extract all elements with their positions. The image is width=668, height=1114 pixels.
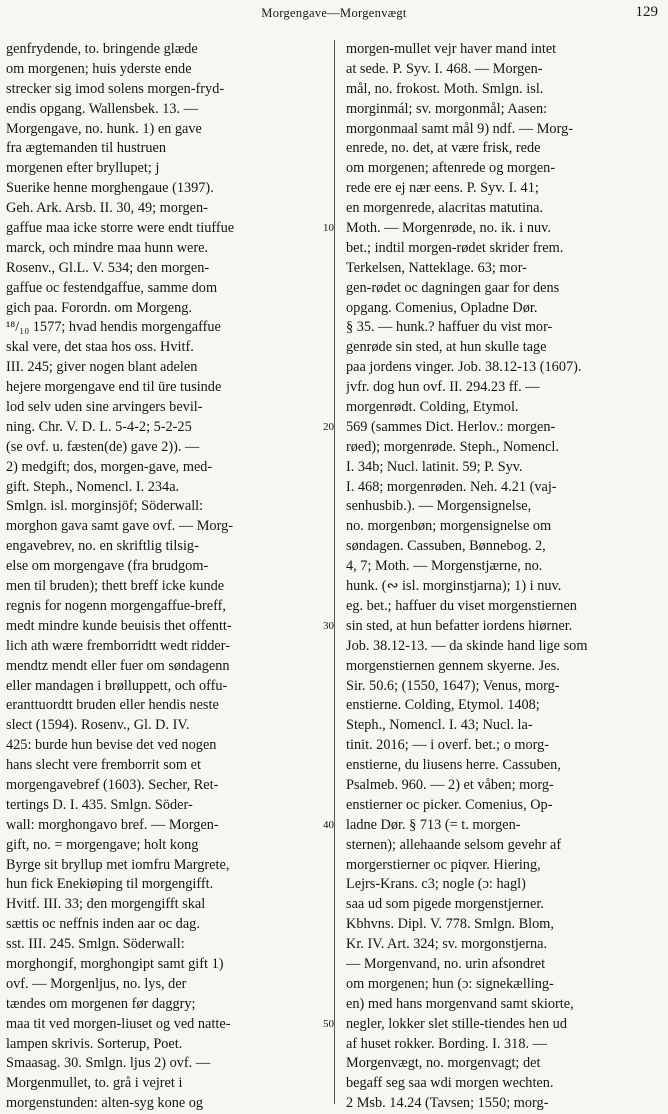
- text-line: Byrge sit bryllup met iomfru Margrete,: [6, 856, 230, 873]
- text-line: III. 245; giver nogen blant adelen: [6, 359, 198, 376]
- text-line: opgang. Comenius, Opladne Dør.: [346, 299, 538, 316]
- text-line: Moth. — Morgenrøde, no. ik. i nuv.: [346, 220, 551, 237]
- text-line: maa tit ved morgen-liuset og ved natte-: [6, 1015, 231, 1032]
- text-line: enstierne, du liusens herre. Cassuben,: [346, 757, 561, 774]
- text-line: Terkelsen, Natteklage. 63; mor-: [346, 259, 527, 276]
- text-line: sættis oc neffnis inden aar oc dag.: [6, 916, 200, 933]
- page-number: 129: [635, 4, 658, 20]
- text-line: morgenen efter bryllupet; j: [6, 160, 160, 177]
- text-line: I. 468; morgenrøden. Neh. 4.21 (vaj-: [346, 478, 557, 495]
- line-marker: 50: [323, 1018, 334, 1031]
- text-line: jvfr. dog hun ovf. II. 294.23 ff. —: [346, 379, 540, 396]
- text-line: Job. 38.12-13. — da skinde hand lige som: [346, 637, 588, 654]
- text-line: morgenrødt. Colding, Etymol.: [346, 399, 519, 416]
- text-line: morgen-mullet vejr haver mand intet: [346, 41, 557, 57]
- text-line: morgonmaal samt mål 9) ndf. — Morg-: [346, 120, 573, 137]
- text-line: strecker sig imod solens morgen-fryd-: [6, 80, 225, 97]
- text-line: hans slecht vere fremborrit som et: [6, 757, 201, 774]
- text-line: Lejrs-Krans. c3; nogle (ɔ: hagl): [346, 876, 526, 893]
- text-line: Smaasag. 30. Smlgn. ljus 2) ovf. —: [6, 1055, 211, 1072]
- text-line: eller mandagen i brølluppett, och offu-: [6, 677, 228, 694]
- text-line: no. morgenbøn; morgensignelse om: [346, 518, 552, 535]
- text-line: marck, och mindre maa hunn were.: [6, 239, 209, 256]
- text-line: enstierner oc picker. Comenius, Op-: [346, 796, 553, 813]
- page-header: [0, 4, 668, 26]
- text-line: Sir. 50.6; (1550, 1647); Venus, morg-: [346, 677, 560, 694]
- text-line: tertings D. I. 435. Smlgn. Söder-: [6, 796, 193, 813]
- text-line: ladne Dør. § 713 (= t. morgen-: [346, 816, 521, 833]
- text-line: Suerike henne morghengaue (1397).: [6, 180, 214, 197]
- text-line: enstierne. Colding, Etymol. 1408;: [346, 697, 540, 714]
- text-line: skal vere, det staa hos oss. Hvitf.: [6, 339, 194, 356]
- text-line: Kr. IV. Art. 324; sv. morgonstjerna.: [346, 936, 548, 953]
- text-line: medt mindre kunde beuisis thet offentt-: [6, 617, 232, 634]
- text-line: sin sted, at hun befatter iordens hiørner.: [346, 617, 573, 634]
- text-line: søndagen. Cassuben, Bønnebog. 2,: [346, 538, 546, 555]
- text-line: morghongif, morghongipt samt gift 1): [6, 955, 224, 972]
- text-line: morgenstunden: alten-syg kone og: [6, 1095, 204, 1112]
- text-line: mendtz mendt eller fuer om søndagenn: [6, 657, 230, 674]
- text-line: gift. Steph., Nomencl. I. 234a.: [6, 478, 180, 495]
- text-line: fra ægtemanden til hustruen: [6, 140, 167, 157]
- text-line: wall: morghongavo bref. — Morgen-: [6, 816, 219, 833]
- running-head: Morgengave—Morgenvægt: [261, 6, 407, 20]
- text-line: begaff seg saa wdi morgen wechten.: [346, 1075, 554, 1092]
- text-line: om morgenen; huis yderste ende: [6, 60, 192, 77]
- text-line: Psalmeb. 960. — 2) et våben; morg-: [346, 776, 554, 793]
- text-line: eranttuordtt bruden eller hendis neste: [6, 697, 219, 714]
- line-marker: 40: [323, 819, 334, 832]
- text-line: Rosenv., Gl.L. V. 534; den morgen-: [6, 259, 210, 276]
- text-line: eg. bet.; haffuer du viset morgenstiernen: [346, 597, 577, 614]
- text-line: en morgenrede, alacritas matutina.: [346, 200, 544, 217]
- text-line: — Morgenvand, no. urin afsondret: [346, 955, 546, 972]
- text-line: negler, lokker slet stille-tiendes hen ud: [346, 1015, 567, 1032]
- text-line: 4, 7; Moth. — Morgenstjærne, no.: [346, 558, 543, 575]
- text-line: 2) medgift; dos, morgen-gave, med-: [6, 458, 213, 475]
- text-line: en) med hans morgenvand samt skiorte,: [346, 995, 574, 1012]
- text-line: lich ath wære fremborridtt wedt ridder-: [6, 637, 231, 654]
- text-line: tændes om morgenen før daggry;: [6, 995, 196, 1012]
- text-line: gaffue maa icke storre were endt tiuffue: [6, 220, 235, 237]
- text-line: lampen skrivis. Sorterup, Poet.: [6, 1035, 183, 1052]
- text-line: bet.; indtil morgen-rødet skrider frem.: [346, 239, 564, 256]
- text-line: ning. Chr. V. D. L. 5-4-2; 5-2-25: [6, 418, 192, 435]
- text-line: engavebrev, no. en skriftlig tilsig-: [6, 538, 199, 555]
- text-line: senhusbib.). — Morgensignelse,: [346, 498, 532, 515]
- text-line: regnis for nogenn morgengaffue-breff,: [6, 597, 226, 614]
- text-line: 569 (sammes Dict. Herlov.: morgen-: [346, 418, 556, 435]
- line-marker: 20: [323, 421, 334, 434]
- text-line: Steph., Nomencl. I. 43; Nucl. la-: [346, 717, 533, 734]
- text-line: hejere morgengave end til üre tusinde: [6, 379, 222, 396]
- text-line: morgenstiernen gennem skyerne. Jes.: [346, 657, 560, 674]
- text-line: slect (1594). Rosenv., Gl. D. IV.: [6, 717, 190, 734]
- text-line: gich paa. Forordn. om Morgeng.: [6, 299, 192, 316]
- text-line: genfrydende, to. bringende glæde: [6, 41, 198, 57]
- text-line: hun fick Enekiøping til morgengifft.: [6, 876, 214, 893]
- text-line: om morgenen; aftenrede og morgen-: [346, 160, 556, 177]
- text-line: genrøde sin sted, at hun skulle tage: [346, 339, 547, 356]
- text-line: ¹⁸/₁₀ 1577; hvad hendis morgengaffue: [6, 319, 221, 336]
- text-line: 425: burde hun bevise det ved nogen: [6, 737, 217, 754]
- text-line: af huset rokker. Bording. I. 318. —: [346, 1035, 547, 1052]
- text-line: ovf. — Morgenljus, no. lys, der: [6, 975, 187, 992]
- text-line: tinit. 2016; — i overf. bet.; o morg-: [346, 737, 550, 754]
- text-line: morgengavebref (1603). Secher, Ret-: [6, 776, 219, 793]
- text-line: paa jordens vinger. Job. 38.12-13 (1607).: [346, 359, 582, 376]
- text-line: Geh. Ark. Arsb. II. 30, 49; morgen-: [6, 200, 208, 217]
- text-line: (se ovf. u. fæsten(de) gave 2)). —: [6, 438, 200, 455]
- text-line: morgerstierner oc piqver. Hiering,: [346, 856, 541, 873]
- text-line: sst. III. 245. Smlgn. Söderwall:: [6, 936, 185, 953]
- text-line: gaffue oc festendgaffue, samme dom: [6, 279, 218, 296]
- text-line: men til bruden); thett breff icke kunde: [6, 578, 225, 595]
- text-line: gift, no. = morgengave; holt kong: [6, 836, 199, 853]
- text-line: røed); morgenrøde. Steph., Nomencl.: [346, 438, 559, 455]
- text-line: om morgenen; hun (ɔ: signekælling-: [346, 975, 554, 992]
- text-line: 2 Msb. 14.24 (Tavsen; 1550; morg-: [346, 1095, 549, 1112]
- text-line: Kbhvns. Dipl. V. 778. Smlgn. Blom,: [346, 916, 555, 933]
- text-line: Smlgn. isl. morginsjöf; Söderwall:: [6, 498, 204, 515]
- text-line: morghon gava samt gave ovf. — Morg-: [6, 518, 233, 535]
- left-column: [6, 40, 324, 1114]
- text-line: saa ud som pigede morgenstjerner.: [346, 896, 544, 913]
- text-line: gen-rødet oc dagningen gaar for dens: [346, 279, 560, 296]
- text-line: I. 34b; Nucl. latinit. 59; P. Syv.: [346, 458, 523, 475]
- text-line: Morgengave, no. hunk. 1) en gave: [6, 120, 202, 137]
- text-line: morginmál; sv. morgonmål; Aasen:: [346, 100, 548, 117]
- right-column: [346, 40, 664, 1114]
- text-line: hunk. (∾ isl. morginstjarna); 1) i nuv.: [346, 578, 562, 595]
- text-line: endis opgang. Wallensbek. 13. —: [6, 100, 198, 117]
- text-line: enrede, no. det, at være frisk, rede: [346, 140, 541, 157]
- text-line: sternen); allehaande selsom gevehr af: [346, 836, 562, 853]
- text-line: Morgenvægt, no. morgenvagt; det: [346, 1055, 541, 1072]
- text-line: rede ere ej nær eens. P. Syv. I. 41;: [346, 180, 539, 197]
- text-line: else om morgengave (fra brudgom-: [6, 558, 209, 575]
- column-divider: [334, 40, 335, 1104]
- text-line: mål, no. frokost. Moth. Smlgn. isl.: [346, 80, 544, 97]
- text-line: § 35. — hunk.? haffuer du vist mor-: [346, 319, 553, 336]
- line-marker: 10: [323, 222, 334, 235]
- line-marker: 30: [323, 620, 334, 633]
- text-line: Hvitf. III. 33; den morgengifft skal: [6, 896, 206, 913]
- text-line: at sede. P. Syv. I. 468. — Morgen-: [346, 60, 543, 77]
- text-line: lod selv uden sine arvingers bevil-: [6, 399, 203, 416]
- text-line: Morgenmullet, to. grå i vejret i: [6, 1075, 183, 1092]
